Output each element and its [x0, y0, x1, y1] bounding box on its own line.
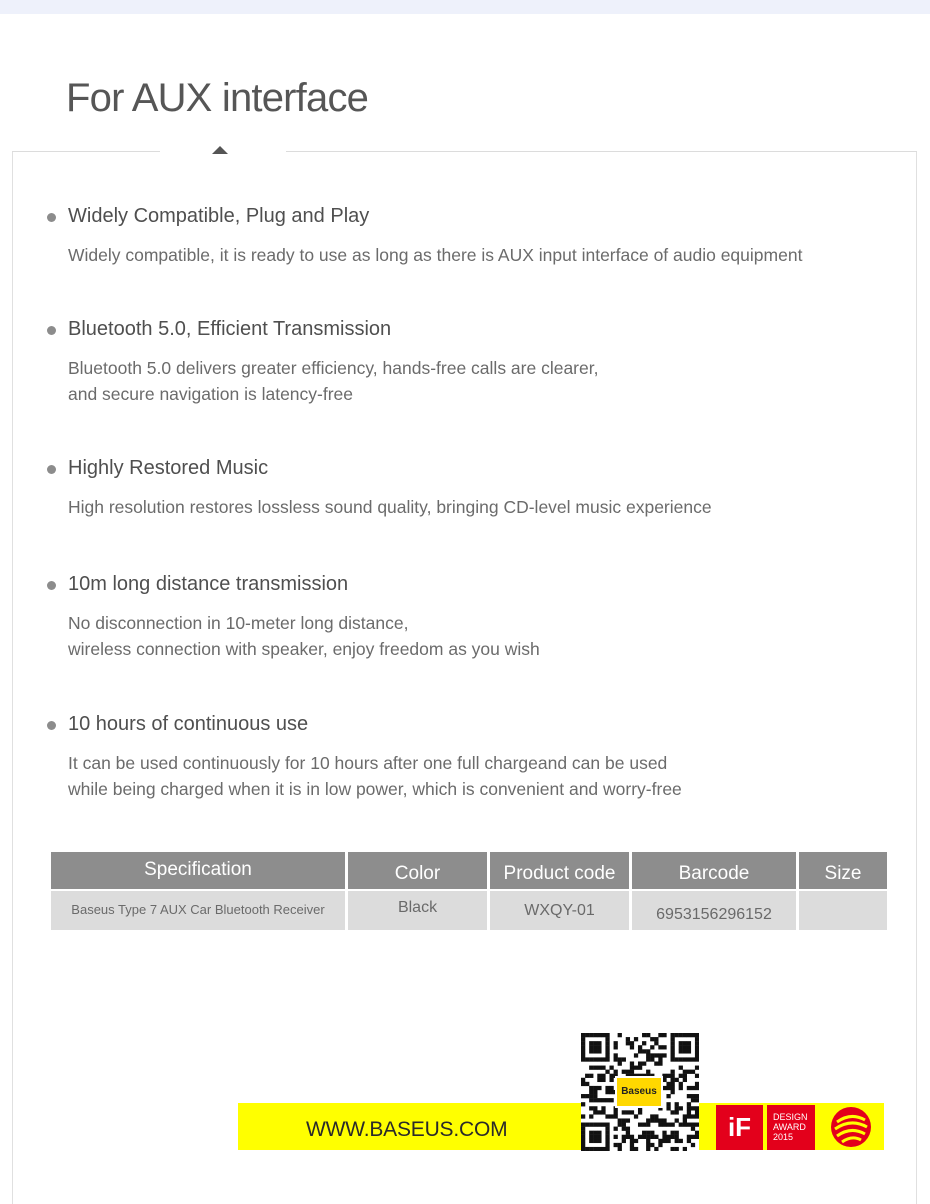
- card-pointer-icon: [212, 146, 228, 154]
- cell-size: [799, 891, 887, 930]
- feature-line: Widely compatible, it is ready to use as long as there is AUX input interface of audio equipment: [68, 245, 803, 265]
- feature-line: and secure navigation is latency-free: [68, 384, 354, 404]
- feature-title: 10 hours of continuous use: [68, 713, 309, 735]
- bullet-icon: [47, 465, 56, 474]
- feature-description: [68, 610, 540, 662]
- feature-title: Bluetooth 5.0, Efficient Transmission: [68, 318, 392, 340]
- design-award-line: 2015: [773, 1132, 794, 1142]
- header-specification: Specification: [51, 852, 345, 891]
- cell-barcode: 6953156296152: [632, 891, 796, 930]
- qr-brand-logo: Baseus: [615, 1076, 663, 1108]
- cell-product-code: WXQY-01: [490, 891, 629, 930]
- bullet-icon: [47, 581, 56, 590]
- header-size: Size: [799, 852, 887, 891]
- content-card: [12, 151, 917, 1204]
- card-top-border-left: [12, 151, 160, 152]
- top-strip: [0, 0, 930, 14]
- bullet-icon: [47, 213, 56, 222]
- red-dot-award-icon: [828, 1104, 874, 1150]
- spec-table: [48, 852, 890, 930]
- feature-title: Widely Compatible, Plug and Play: [68, 205, 370, 227]
- feature-description: [68, 355, 598, 407]
- table-row: [51, 891, 887, 930]
- feature-description: [68, 494, 712, 520]
- feature-description: [68, 242, 802, 268]
- page-title: For AUX interface: [66, 76, 369, 120]
- header-color: Color: [348, 852, 487, 891]
- feature-line: High resolution restores lossless sound quality, bringing CD-level music experience: [68, 497, 712, 517]
- cell-color: Black: [348, 891, 487, 930]
- design-award-line: AWARD: [773, 1122, 806, 1132]
- feature-line: Bluetooth 5.0 delivers greater efficiency, hands-free calls are clearer,: [68, 358, 599, 378]
- footer-website-link[interactable]: WWW.BASEUS.COM: [306, 1118, 508, 1141]
- feature-line: while being charged when it is in low power, which is convenient and worry-free: [68, 779, 682, 799]
- feature-description: [68, 750, 682, 802]
- feature-line: wireless connection with speaker, enjoy freedom as you wish: [68, 639, 540, 659]
- header-barcode: Barcode: [632, 852, 796, 891]
- design-award-badge: [767, 1105, 815, 1150]
- feature-line: It can be used continuously for 10 hours after one full chargeand can be used: [68, 753, 668, 773]
- feature-line: No disconnection in 10-meter long distance,: [68, 613, 409, 633]
- if-award-logo: iF: [716, 1105, 763, 1150]
- cell-specification: Baseus Type 7 AUX Car Bluetooth Receiver: [51, 891, 345, 930]
- spec-header-row: [51, 852, 887, 891]
- design-award-line: DESIGN: [773, 1112, 808, 1122]
- feature-title: Highly Restored Music: [68, 457, 269, 479]
- bullet-icon: [47, 721, 56, 730]
- header-product-code: Product code: [490, 852, 629, 891]
- card-top-border-right: [286, 151, 917, 152]
- bullet-icon: [47, 326, 56, 335]
- feature-title: 10m long distance transmission: [68, 573, 349, 595]
